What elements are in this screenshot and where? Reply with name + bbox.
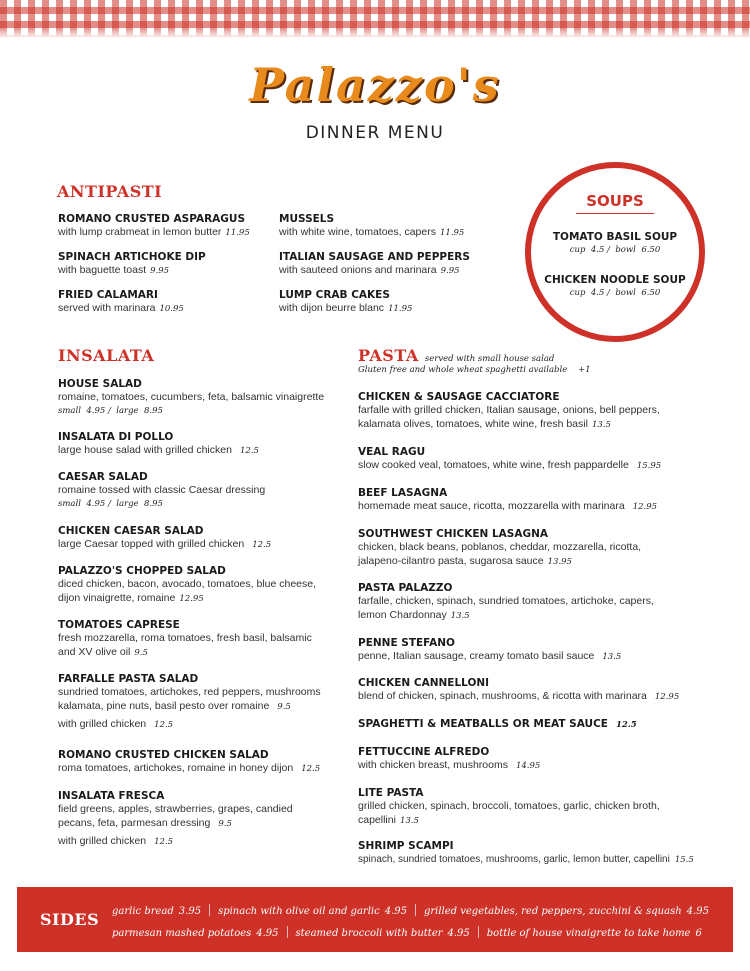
item-desc: large house salad with grilled chicken [58,444,232,456]
item-name: ITALIAN SAUSAGE AND PEPPERS [279,251,470,263]
item-desc: penne, Italian sausage, creamy tomato basil sauce [358,650,595,662]
item-desc: capellini [358,813,396,826]
item-desc: slow cooked veal, tomatoes, white wine, fresh pappardelle [358,459,629,471]
item-name: SPAGHETTI & MEATBALLS OR MEAT SAUCE [358,718,608,730]
item-desc: spinach, sundried tomatoes, mushrooms, garlic, lemon butter, capellini [358,854,670,865]
cup-label: cup [569,288,586,298]
item-desc: large Caesar topped with grilled chicken [58,538,245,550]
item-name: LUMP CRAB CAKES [279,289,390,301]
menu-item [358,390,708,432]
item-name: SHRIMP SCAMPI [358,840,454,852]
menu-item [358,486,708,515]
item-name: CAESAR SALAD [58,471,148,483]
checkered-border-fade [0,28,750,38]
item-desc: with dijon beurre blanc [279,302,385,314]
item-desc: homemade meat sauce, ricotta, mozzarella with marinara [358,500,625,512]
item-desc: served with marinara [58,302,156,314]
item-name: PALAZZO'S CHOPPED SALAD [58,565,226,577]
item-price: 11.95 [225,228,250,238]
item-price: 12.5 [615,720,637,730]
addon-price: 12.5 [154,837,174,847]
item-price: 15.95 [636,461,662,471]
item-desc: with lump crabmeat in lemon butter [58,226,222,238]
menu-item [358,676,708,705]
addon-desc: with grilled chicken [58,835,147,847]
item-name: PENNE STEFANO [358,637,455,649]
side-name: grilled vegetables, red peppers, zucchini & squash [423,906,682,917]
item-price: 12.95 [179,593,204,604]
item-price: 13.5 [450,610,470,621]
item-name: SOUTHWEST CHICKEN LASAGNA [358,528,548,540]
pasta-note: served with small house salad [424,354,555,364]
menu-item [58,430,408,459]
item-price: 9.5 [134,647,148,658]
divider [478,926,479,938]
item-name: FETTUCCINE ALFREDO [358,746,490,758]
side-name: steamed broccoli with butter [295,928,443,939]
side-name: parmesan mashed potatoes [112,928,252,939]
menu-item: HOUSE SALAD romaine, tomatoes, cucumbers, feta, balsamic vinaigrette small 4.95 / large 8.95 [58,377,408,418]
item-desc: field greens, apples, strawberries, grapes, candied [58,803,293,815]
cup-price: 4.5 [590,245,605,255]
soup-item: TOMATO BASIL SOUP cup 4.5 / bowl 6.50 [531,230,699,257]
item-desc: romaine, tomatoes, cucumbers, feta, balsamic vinaigrette [58,391,325,403]
item-price: 12.5 [239,446,259,456]
bowl-label: bowl [615,245,636,255]
item-desc: romaine tossed with classic Caesar dressing [58,484,266,496]
item-name: VEAL RAGU [358,446,426,458]
size-price: 8.95 [144,498,163,509]
soup-name: TOMATO BASIL SOUP [552,231,678,243]
soup-item: CHICKEN NOODLE SOUP cup 4.5 / bowl 6.50 [531,273,699,300]
size-label: small [58,405,81,416]
antipasti-title: ANTIPASTI [57,182,163,201]
item-price: 9.95 [440,266,460,276]
item-desc: dijon vinaigrette, romaine [58,591,176,604]
item-price: 9.95 [150,266,170,276]
item-desc: kalamata, pine nuts, basil pesto over romaine [58,699,270,712]
side-name: spinach with olive oil and garlic [218,906,380,917]
pasta-note-2-price: +1 [578,365,591,375]
item-price: 9.5 [218,818,232,829]
menu-item [279,250,519,279]
size-price: 4.95 [86,498,106,509]
sides-bar [17,887,733,952]
item-desc: with baguette toast [58,264,147,276]
item-addon [58,835,173,847]
size-label: small [58,498,81,509]
item-name: BEEF LASAGNA [358,487,448,499]
item-desc: pecans, feta, parmesan dressing [58,816,211,829]
item-price: 11.95 [440,228,465,238]
menu-item [358,636,708,665]
soup-name: CHICKEN NOODLE SOUP [544,274,686,286]
item-desc: chicken, black beans, poblanos, cheddar, mozzarella, ricotta, [358,541,642,553]
menu-item: CAESAR SALAD romaine tossed with classic Caesar dressing small 4.95 / large 8.95 [58,470,408,511]
item-price: 13.5 [591,419,611,430]
item-name: SPINACH ARTICHOKE DIP [58,251,206,263]
item-price: 13.5 [399,815,419,826]
item-desc: with sauteed onions and marinara [279,264,437,276]
item-name: PASTA PALAZZO [358,582,453,594]
menu-item [358,717,708,732]
menu-item [358,527,708,569]
item-price: 9.5 [277,701,291,712]
item-desc: jalapeno-cilantro pasta, sugarosa sauce [358,554,544,567]
addon-price: 12.5 [154,720,174,730]
menu-item [358,745,708,774]
side-price: 3.95 [178,906,202,917]
menu-item [358,581,708,623]
item-name: FRIED CALAMARI [58,289,158,301]
bowl-price: 6.50 [641,245,661,255]
item-desc: diced chicken, bacon, avocado, tomatoes, blue cheese, [58,578,316,590]
item-price: 12.95 [632,502,658,512]
menu-item [58,524,408,553]
size-label: large [116,405,139,416]
menu-item [279,212,519,241]
item-price: 12.5 [252,540,272,550]
item-desc: blend of chicken, spinach, mushrooms, & ricotta with marinara [358,690,647,702]
item-price: 13.5 [602,652,622,662]
item-name: FARFALLE PASTA SALAD [58,673,199,685]
item-desc: fresh mozzarella, roma tomatoes, fresh basil, balsamic [58,632,312,644]
logo: Palazzo's [249,58,501,112]
item-name: INSALATA DI POLLO [58,431,174,443]
menu-item [58,564,408,606]
item-name: INSALATA FRESCA [58,790,165,802]
menu-item [358,445,708,474]
side-price: 6 [695,928,702,939]
side-price: 4.95 [384,906,407,917]
item-addon [58,718,173,730]
cup-label: cup [569,245,586,255]
pasta-title-text: PASTA [358,346,419,365]
item-desc: roma tomatoes, artichokes, romaine in honey dijon [58,762,294,774]
item-price: 15.5 [674,855,694,865]
side-price: 4.95 [447,928,470,939]
item-desc: with white wine, tomatoes, capers [279,226,436,238]
item-price: 10.95 [159,304,184,314]
item-price: 14.95 [515,761,541,771]
item-name: CHICKEN CANNELLONI [358,677,490,689]
bowl-price: 6.50 [641,288,661,298]
item-desc: and XV olive oil [58,645,131,658]
item-desc: lemon Chardonnay [358,608,447,621]
size-price: 4.95 [86,405,106,416]
item-desc: kalamata olives, tomatoes, white wine, fresh basil [358,417,588,430]
item-price: 12.95 [654,692,680,702]
pasta-note-2 [358,365,591,375]
sides-title: SIDES [40,910,100,929]
size-label: large [116,498,139,509]
menu-item [358,786,708,828]
menu-item [358,839,728,868]
soups-badge [525,162,705,342]
divider [209,904,210,916]
menu-item [58,672,408,714]
sides-row [112,904,709,917]
insalata-title: INSALATA [58,346,155,365]
item-name: MUSSELS [279,213,335,225]
item-name: LITE PASTA [358,787,424,799]
menu-item [58,618,408,660]
item-name: CHICKEN & SAUSAGE CACCIATORE [358,391,560,403]
item-desc: with chicken breast, mushrooms [358,759,508,771]
side-price: 4.95 [256,928,279,939]
menu-item [58,748,408,777]
soups-divider [576,213,654,214]
sides-row [112,926,702,939]
item-name: HOUSE SALAD [58,378,142,390]
divider [415,904,416,916]
bowl-label: bowl [615,288,636,298]
item-desc: grilled chicken, spinach, broccoli, tomatoes, garlic, chicken broth, [358,800,660,812]
item-name: ROMANO CRUSTED CHICKEN SALAD [58,749,269,761]
item-desc: sundried tomatoes, artichokes, red peppers, mushrooms [58,686,321,698]
item-name: CHICKEN CAESAR SALAD [58,525,204,537]
side-price: 4.95 [686,906,709,917]
addon-desc: with grilled chicken [58,718,147,730]
menu-item [279,288,519,317]
item-name: ROMANO CRUSTED ASPARAGUS [58,213,246,225]
item-desc: farfalle, chicken, spinach, sundried tomatoes, artichoke, capers, [358,595,654,607]
item-price: 12.5 [301,764,321,774]
size-price: 8.95 [144,405,163,416]
item-price: 11.95 [388,304,413,314]
side-name: garlic bread [112,906,174,917]
soups-title: SOUPS [586,192,644,210]
item-name: TOMATOES CAPRESE [58,619,180,631]
pasta-title [358,346,554,365]
menu-subtitle: DINNER MENU [305,123,445,143]
side-name: bottle of house vinaigrette to take home [486,928,691,939]
divider [287,926,288,938]
pasta-note-2-text: Gluten free and whole wheat spaghetti available [358,365,568,375]
item-desc: farfalle with grilled chicken, Italian sausage, onions, bell peppers, [358,404,660,416]
cup-price: 4.5 [590,288,605,298]
item-price: 13.95 [547,556,572,567]
menu-item [58,789,408,831]
